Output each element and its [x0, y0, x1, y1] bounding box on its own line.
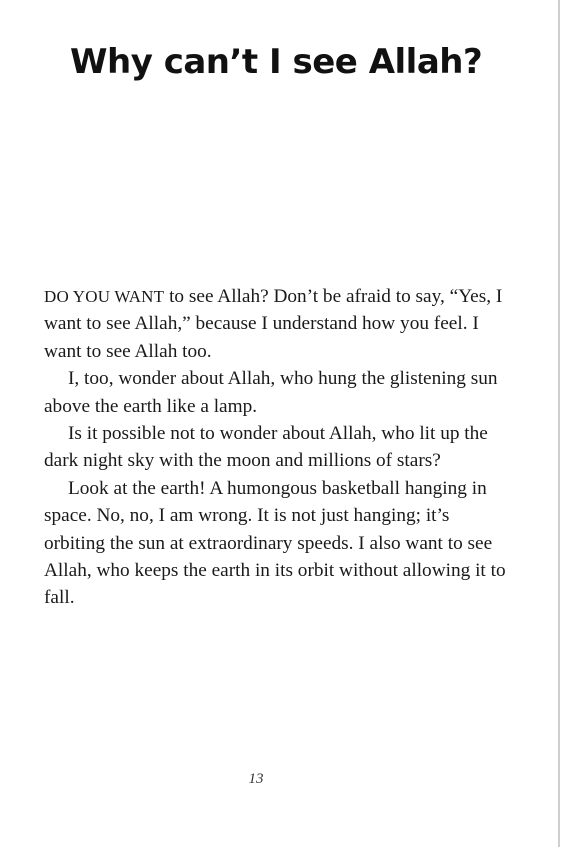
paragraph-1: [44, 283, 514, 365]
paragraph-1-text: to see Allah? Don’t be afraid to say, “Yes, I want to see Allah,” because I understand how you feel. I want to see Allah too.: [44, 286, 503, 362]
paragraph-3: Is it possible not to wonder about Allah, who lit up the dark night sky with the moon and millions of stars?: [44, 423, 488, 472]
lead-in-smallcaps: DO YOU WANT: [44, 287, 165, 306]
paragraph-4: Look at the earth! A humongous basketball hanging in space. No, no, I am wrong. It is not just hanging; it’s orbiting the sun at extraordinary speeds. I also want to see Allah, who keeps the earth in its orbit without allowing it to fall.: [44, 477, 506, 609]
body-text: [44, 283, 514, 612]
page-number: 13: [248, 771, 264, 787]
chapter-title: Why can’t I see Allah?: [70, 42, 483, 82]
paragraph-2: I, too, wonder about Allah, who hung the glistening sun above the earth like a lamp.: [44, 368, 498, 417]
